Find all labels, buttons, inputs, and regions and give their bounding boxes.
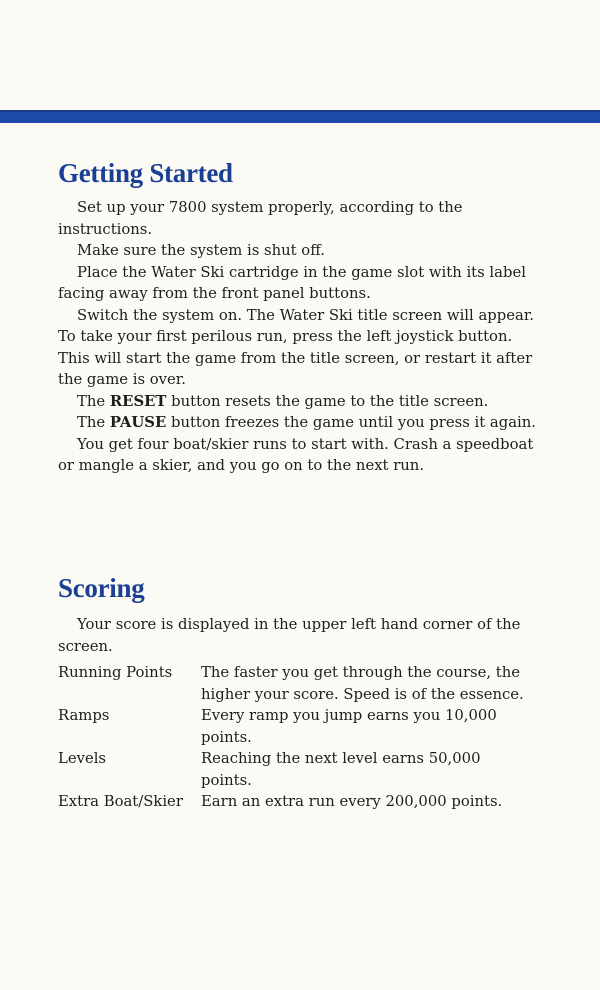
paragraph-reset xyxy=(58,391,536,413)
pause-prefix: The xyxy=(77,414,110,431)
score-label: Running Points xyxy=(58,664,173,681)
paragraph-setup: Set up your 7800 system properly, according to the instructions. xyxy=(58,199,463,238)
score-desc: Every ramp you jump earns you 10,000 points. xyxy=(201,707,497,746)
getting-started-heading: Getting Started xyxy=(58,158,233,188)
paragraph-shut-off: Make sure the system is shut off. xyxy=(77,242,325,259)
paragraph-pause xyxy=(58,412,536,434)
getting-started-body xyxy=(58,197,536,477)
top-rule-bar xyxy=(0,110,600,123)
score-label: Extra Boat/Skier xyxy=(58,793,183,810)
pause-text: button freezes the game until you press it again. xyxy=(166,414,536,431)
score-label: Levels xyxy=(58,750,107,767)
getting-started-section xyxy=(58,158,536,477)
scoring-section xyxy=(58,573,536,813)
table-row xyxy=(58,661,536,705)
table-row xyxy=(58,705,536,748)
score-desc: The faster you get through the course, the higher your score. Speed is of the essence. xyxy=(201,664,524,703)
score-desc: Reaching the next level earns 50,000 points. xyxy=(201,750,481,789)
scoring-table xyxy=(58,661,536,813)
scoring-intro: Your score is displayed in the upper left hand corner of the screen. xyxy=(58,616,521,655)
reset-text: button resets the game to the title screen. xyxy=(166,392,489,410)
reset-keyword: RESET xyxy=(109,392,167,410)
paragraph-runs: You get four boat/skier runs to start with. Crash a speedboat or mangle a skier, and you go on to the next run. xyxy=(58,435,534,474)
scoring-body xyxy=(58,614,536,657)
paragraph-cartridge: Place the Water Ski cartridge in the game slot with its label facing away from the front panel buttons. xyxy=(58,263,526,302)
paragraph-switch-on: Switch the system on. The Water Ski title screen will appear. To take your first perilous run, press the left joystick button. This will start the game from the title screen, or restart it after the game is over. xyxy=(58,306,534,388)
score-label: Ramps xyxy=(58,707,110,724)
score-desc: Earn an extra run every 200,000 points. xyxy=(201,793,503,810)
table-row xyxy=(58,791,536,813)
reset-prefix: The xyxy=(77,392,110,410)
pause-keyword: PAUSE xyxy=(109,414,167,431)
scoring-heading: Scoring xyxy=(58,573,145,603)
table-row xyxy=(58,748,536,791)
